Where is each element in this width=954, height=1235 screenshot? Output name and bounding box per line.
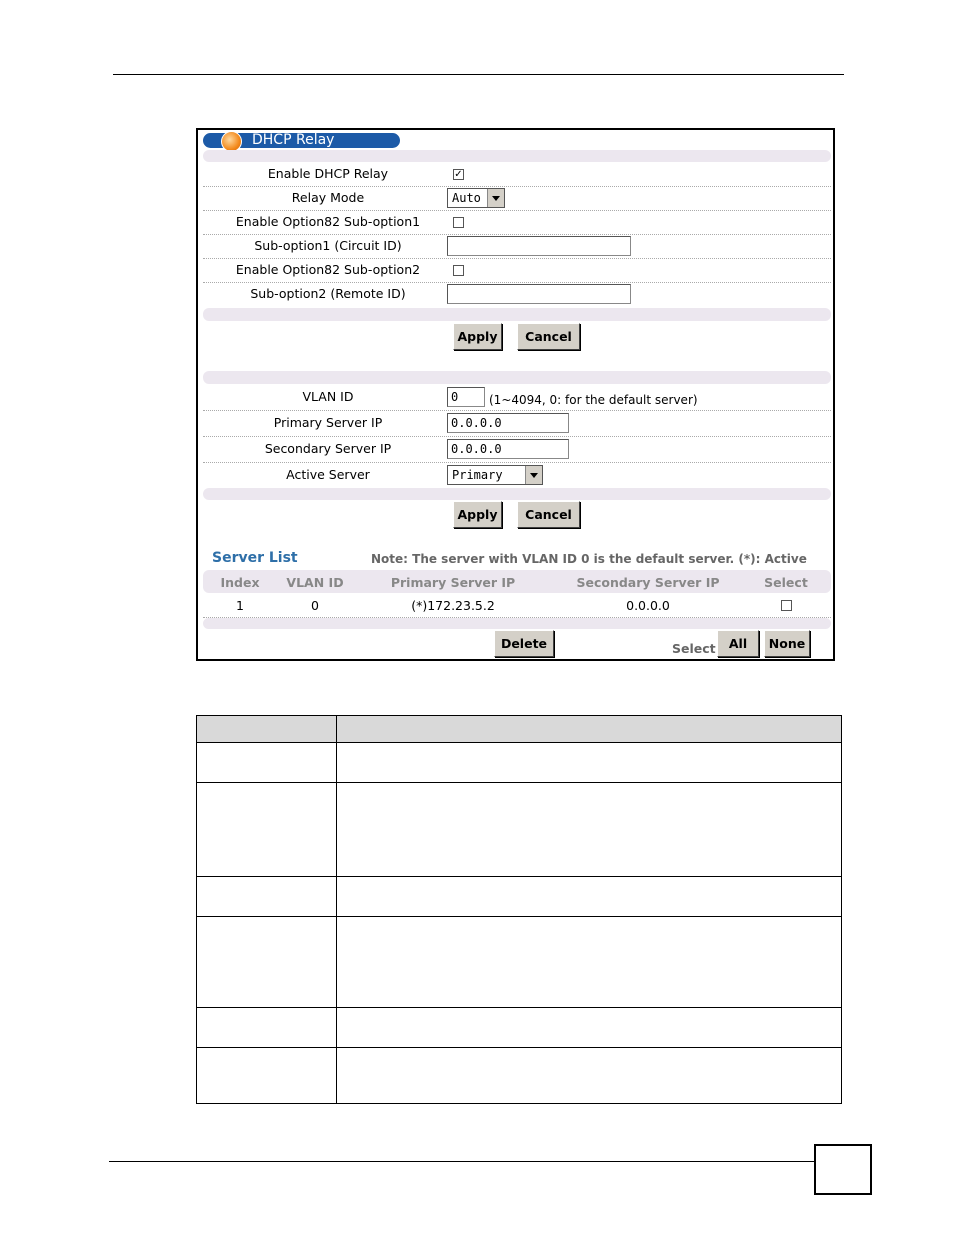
row-vlan-id: 0: [311, 598, 319, 613]
vlan-id-hint: (1~4094, 0: for the default server): [489, 393, 698, 407]
col-header-secondary: Secondary Server IP: [576, 575, 720, 590]
enable-opt82-sub2-checkbox[interactable]: [453, 265, 464, 276]
page-title: DHCP Relay: [252, 132, 335, 148]
vlan-section-top-band: [203, 371, 831, 384]
chevron-down-icon[interactable]: [487, 189, 504, 207]
dhcp-relay-panel: [196, 128, 835, 661]
vlan-apply-button[interactable]: Apply: [453, 501, 502, 528]
sub2-remote-label: Sub-option2 (Remote ID): [250, 286, 406, 301]
row-secondary-server: [203, 436, 831, 463]
footer-rule: [109, 1161, 814, 1162]
select-label: Select: [672, 641, 716, 656]
relay-mode-value: Auto: [452, 191, 481, 205]
cancel-button[interactable]: Cancel: [517, 323, 580, 350]
row-index: 1: [236, 598, 244, 613]
col-header-index: Index: [220, 575, 260, 590]
server-list-bottom-band: [203, 618, 831, 629]
apply-button[interactable]: Apply: [453, 323, 502, 350]
row-enable-opt82-sub2: [203, 258, 831, 283]
enable-opt82-sub1-label: Enable Option82 Sub-option1: [235, 214, 421, 229]
enable-dhcp-relay-label: Enable DHCP Relay: [267, 166, 389, 181]
select-all-button[interactable]: All: [717, 630, 759, 657]
enable-dhcp-relay-checkbox[interactable]: ✓: [454, 169, 463, 180]
panel-title-bar: [203, 133, 400, 148]
table-row: [197, 917, 841, 1008]
table-row: [197, 743, 841, 783]
row-primary-server: [203, 410, 831, 437]
page-number-box: [814, 1144, 872, 1195]
secondary-server-label: Secondary Server IP: [264, 441, 392, 456]
primary-server-input[interactable]: 0.0.0.0: [447, 413, 569, 433]
section-top-band: [203, 150, 831, 162]
chevron-down-icon[interactable]: [525, 466, 542, 484]
sub2-remote-input[interactable]: [447, 284, 631, 304]
row-sub2-remote: [203, 282, 831, 306]
reference-table: [196, 715, 842, 1104]
primary-server-label: Primary Server IP: [273, 415, 383, 430]
relay-mode-label: Relay Mode: [291, 190, 365, 205]
col-header-select: Select: [764, 575, 808, 590]
row-enable-opt82-sub1: [203, 210, 831, 235]
server-list-note: Note: The server with VLAN ID 0 is the default server. (*): Active: [371, 552, 807, 566]
row-secondary: 0.0.0.0: [626, 598, 670, 613]
secondary-server-input[interactable]: 0.0.0.0: [447, 439, 569, 459]
active-server-value: Primary: [452, 468, 503, 482]
sun-icon: [221, 131, 242, 152]
vlan-id-label: VLAN ID: [302, 389, 354, 404]
row-relay-mode: [203, 186, 831, 211]
col-header-primary: Primary Server IP: [390, 575, 516, 590]
vlan-cancel-button[interactable]: Cancel: [517, 501, 580, 528]
sub1-circuit-label: Sub-option1 (Circuit ID): [254, 238, 402, 253]
relay-mode-select[interactable]: [447, 188, 505, 208]
table-row: [197, 1048, 841, 1103]
header-rule: [113, 74, 844, 75]
row-vlan-id: [203, 384, 831, 411]
server-list-title: Server List: [212, 550, 298, 566]
delete-button[interactable]: Delete: [494, 630, 554, 657]
reference-table-header: [197, 716, 841, 743]
row-select-checkbox[interactable]: [781, 600, 792, 611]
sub1-circuit-input[interactable]: [447, 236, 631, 256]
row-sub1-circuit: [203, 234, 831, 259]
table-row: [197, 1008, 841, 1048]
active-server-label: Active Server: [286, 467, 370, 482]
table-row: [197, 877, 841, 917]
row-active-server: [203, 462, 831, 488]
enable-opt82-sub2-label: Enable Option82 Sub-option2: [235, 262, 421, 277]
reference-table-divider: [336, 716, 337, 1103]
col-header-vlan-id: VLAN ID: [286, 575, 344, 590]
table-row: [197, 783, 841, 877]
vlan-section-bottom-band: [203, 488, 831, 500]
enable-opt82-sub1-checkbox[interactable]: [453, 217, 464, 228]
row-primary: (*)172.23.5.2: [411, 598, 495, 613]
section-bottom-band: [203, 308, 831, 321]
select-none-button[interactable]: None: [764, 630, 810, 657]
active-server-select[interactable]: [447, 465, 543, 485]
vlan-id-input[interactable]: 0: [447, 387, 485, 407]
row-enable-dhcp-relay: [203, 162, 831, 187]
